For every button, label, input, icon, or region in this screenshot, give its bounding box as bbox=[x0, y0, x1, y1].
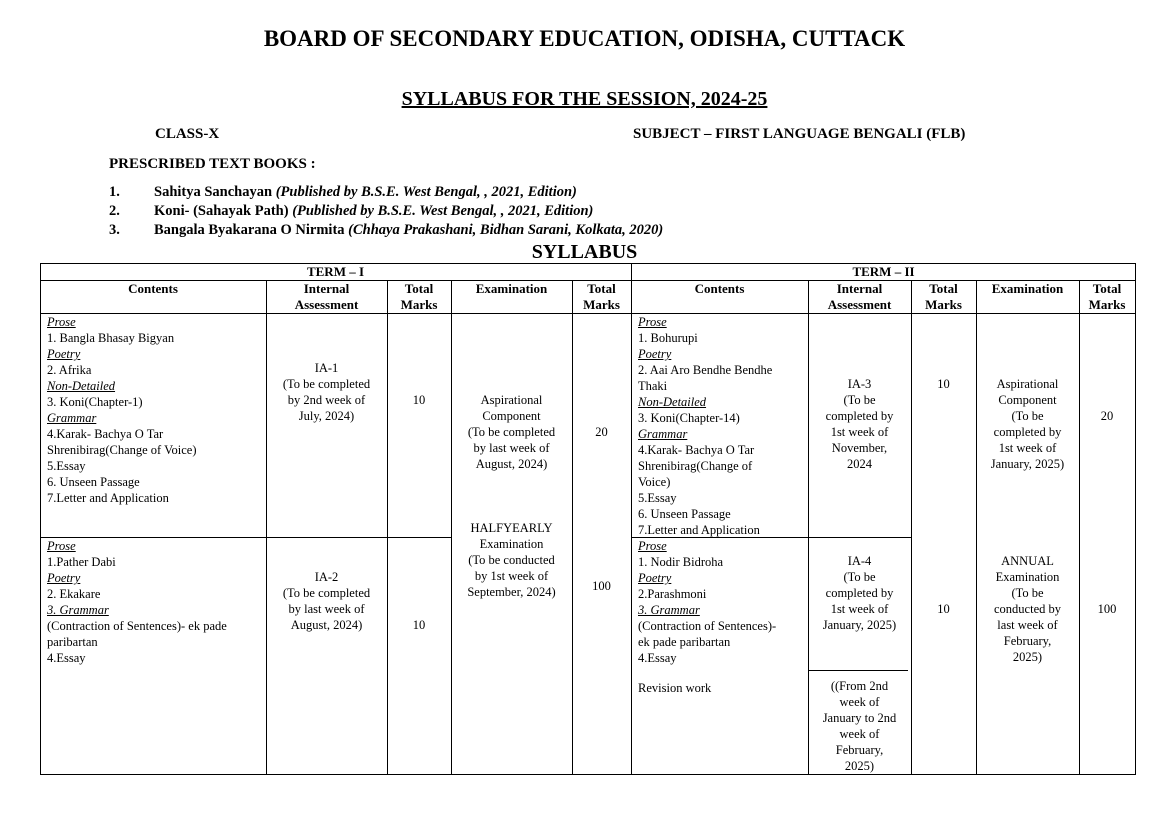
cell-line: last week of bbox=[997, 618, 1058, 632]
cell-line: 4.Karak- Bachya O Tar bbox=[638, 443, 755, 457]
t2-r2-contents bbox=[638, 538, 806, 666]
cell-line: (To be completed bbox=[282, 377, 371, 391]
cell-line: paribartan bbox=[47, 635, 98, 649]
cell-line: 4.Essay bbox=[638, 651, 677, 665]
t2-r1-ia bbox=[808, 376, 911, 472]
col-header-examination: Examination bbox=[475, 281, 548, 296]
cell-line: Aspirational bbox=[996, 377, 1059, 391]
cell-line: Non-Detailed bbox=[638, 395, 707, 409]
col-header-internal: Internal Assessment bbox=[294, 281, 359, 312]
cell-line: 1st week of bbox=[830, 425, 889, 439]
cell-line: 5.Essay bbox=[47, 459, 86, 473]
cell-line: Component bbox=[482, 409, 541, 423]
cell-line: week of bbox=[839, 727, 880, 741]
cell-line: 3. Koni(Chapter-1) bbox=[47, 395, 143, 409]
term2-header: TERM – II bbox=[852, 264, 915, 279]
cell-line: conducted by bbox=[994, 602, 1061, 616]
cell-line: IA-4 bbox=[847, 554, 872, 568]
cell-line: November, bbox=[831, 441, 888, 455]
book-item bbox=[109, 203, 593, 220]
col-header-contents: Contents bbox=[694, 281, 745, 296]
book-number: 3. bbox=[109, 222, 120, 238]
book-title: Sahitya Sanchayan bbox=[154, 184, 273, 200]
cell-line: 2025) bbox=[844, 759, 875, 773]
book-item bbox=[109, 184, 577, 201]
cell-line: August, 2024) bbox=[475, 457, 548, 471]
cell-line: 2. Aai Aro Bendhe Bendhe bbox=[638, 363, 773, 377]
cell-line: 3. Koni(Chapter-14) bbox=[638, 411, 740, 425]
cell-line: Non-Detailed bbox=[47, 379, 116, 393]
cell-line: August, 2024) bbox=[290, 618, 363, 632]
t1-halfyearly-exam bbox=[451, 520, 572, 600]
book-title: Koni- (Sahayak Path) bbox=[154, 203, 289, 219]
cell-line: Prose bbox=[47, 539, 76, 553]
t1-aspirational-exam bbox=[451, 392, 572, 472]
cell-line: completed by bbox=[825, 409, 894, 423]
t2-r1-marks: 10 bbox=[937, 377, 950, 391]
cell-line: Grammar bbox=[638, 427, 688, 441]
col-header-total-marks: Total Marks bbox=[583, 281, 620, 312]
cell-line: (To be bbox=[843, 570, 876, 584]
session-title: SYLLABUS FOR THE SESSION, 2024-25 bbox=[401, 88, 768, 110]
cell-line: Examination bbox=[995, 570, 1060, 584]
cell-line: IA-3 bbox=[847, 377, 872, 391]
cell-line: September, 2024) bbox=[467, 585, 556, 599]
cell-line: 1. Nodir Bidroha bbox=[638, 555, 724, 569]
t1-r2-marks: 10 bbox=[412, 618, 426, 632]
cell-line: by last week of bbox=[288, 602, 365, 616]
t2-r1-contents bbox=[638, 314, 806, 538]
book-item bbox=[109, 222, 663, 239]
cell-line: Poetry bbox=[47, 347, 81, 361]
t2-annual-exam bbox=[976, 553, 1079, 665]
cell-line: February, bbox=[1003, 634, 1052, 648]
book-title: Bangala Byakarana O Nirmita bbox=[154, 222, 345, 238]
cell-line: IA-1 bbox=[314, 361, 339, 375]
t2-r2-marks: 10 bbox=[937, 602, 950, 616]
cell-line: Shrenibirag(Change of bbox=[638, 459, 753, 473]
board-title: BOARD OF SECONDARY EDUCATION, ODISHA, CUTTACK bbox=[263, 26, 906, 51]
cell-line: July, 2024) bbox=[298, 409, 355, 423]
cell-line: 6. Unseen Passage bbox=[47, 475, 140, 489]
cell-line: Poetry bbox=[638, 571, 672, 585]
col-header-total-marks: Total Marks bbox=[1088, 281, 1126, 312]
t1-r1-contents bbox=[47, 314, 263, 506]
cell-line: Shrenibirag(Change of Voice) bbox=[47, 443, 197, 457]
cell-line: 1. Bohurupi bbox=[638, 331, 698, 345]
cell-line: Voice) bbox=[638, 475, 671, 489]
cell-line: 7.Letter and Application bbox=[638, 523, 760, 537]
cell-line: (Contraction of Sentences)- ek pade bbox=[47, 619, 227, 633]
t2-aspirational-exam bbox=[976, 376, 1079, 472]
cell-line: 2. Ekakare bbox=[47, 587, 101, 601]
class-label: CLASS-X bbox=[155, 126, 220, 142]
cell-line: Prose bbox=[47, 315, 76, 329]
cell-line: 3. Grammar bbox=[47, 603, 109, 617]
col-header-total-marks: Total Marks bbox=[400, 281, 438, 312]
book-publisher: (Chhaya Prakashani, Bidhan Sarani, Kolkata, 2020) bbox=[348, 222, 664, 238]
t1-r1-marks: 10 bbox=[412, 393, 426, 407]
cell-line: by 2nd week of bbox=[287, 393, 366, 407]
cell-line: Prose bbox=[638, 539, 667, 553]
cell-line: completed by bbox=[825, 586, 894, 600]
t2-annual-marks: 100 bbox=[1097, 602, 1117, 616]
cell-line: by 1st week of bbox=[474, 569, 549, 583]
book-publisher: (Published by B.S.E. West Bengal, , 2021, Edition) bbox=[275, 184, 577, 200]
cell-line: Component bbox=[998, 393, 1057, 407]
cell-line: Poetry bbox=[47, 571, 81, 585]
t1-r2-ia bbox=[266, 569, 387, 633]
col-header-examination: Examination bbox=[991, 281, 1064, 296]
cell-line: IA-2 bbox=[314, 570, 339, 584]
book-publisher: (Published by B.S.E. West Bengal, , 2021, Edition) bbox=[292, 203, 594, 219]
cell-line: Examination bbox=[479, 537, 544, 551]
t1-r1-ia bbox=[266, 360, 387, 424]
cell-line: 1. Bangla Bhasay Bigyan bbox=[47, 331, 175, 345]
cell-line: 2024 bbox=[847, 457, 872, 471]
cell-line: February, bbox=[835, 743, 884, 757]
cell-line: 1st week of bbox=[998, 441, 1057, 455]
cell-line: 1st week of bbox=[830, 602, 889, 616]
cell-line: 2. Afrika bbox=[47, 363, 92, 377]
cell-line: HALFYEARLY bbox=[470, 521, 553, 535]
t2-r2-ia bbox=[808, 553, 911, 633]
cell-line: 3. Grammar bbox=[638, 603, 700, 617]
cell-line: 1.Pather Dabi bbox=[47, 555, 116, 569]
col-header-total-marks: Total Marks bbox=[925, 281, 962, 312]
cell-line: (To be bbox=[1011, 586, 1044, 600]
cell-line: 4.Karak- Bachya O Tar bbox=[47, 427, 164, 441]
cell-line: Thaki bbox=[638, 379, 668, 393]
col-header-contents: Contents bbox=[128, 281, 178, 296]
cell-line: January to 2nd bbox=[822, 711, 897, 725]
syllabus-title: SYLLABUS bbox=[531, 241, 638, 263]
subject-label: SUBJECT – FIRST LANGUAGE BENGALI (FLB) bbox=[633, 126, 966, 142]
t2-aspirational-marks: 20 bbox=[1100, 409, 1114, 423]
cell-line: Poetry bbox=[638, 347, 672, 361]
prescribed-books-label: PRESCRIBED TEXT BOOKS : bbox=[109, 156, 316, 172]
cell-line: (Contraction of Sentences)- bbox=[638, 619, 777, 633]
col-header-internal: Internal Assessment bbox=[827, 281, 892, 312]
cell-line: ek pade paribartan bbox=[638, 635, 731, 649]
cell-line: 2.Parashmoni bbox=[638, 587, 707, 601]
t1-halfyearly-marks: 100 bbox=[592, 579, 611, 593]
cell-line: (To be bbox=[1011, 409, 1044, 423]
cell-line: by last week of bbox=[473, 441, 550, 455]
cell-line: week of bbox=[839, 695, 880, 709]
cell-line: 6. Unseen Passage bbox=[638, 507, 731, 521]
t2-revision-label: Revision work bbox=[638, 681, 712, 695]
cell-line: Prose bbox=[638, 315, 667, 329]
cell-line: 4.Essay bbox=[47, 651, 86, 665]
cell-line: Aspirational bbox=[480, 393, 543, 407]
t1-r2-contents bbox=[47, 538, 263, 666]
cell-line: 5.Essay bbox=[638, 491, 677, 505]
t1-aspirational-marks: 20 bbox=[595, 425, 608, 439]
cell-line: ANNUAL bbox=[1001, 554, 1054, 568]
cell-line: January, 2025) bbox=[822, 618, 897, 632]
cell-line: Grammar bbox=[47, 411, 97, 425]
t2-revision-period bbox=[808, 678, 911, 774]
cell-line: ((From 2nd bbox=[830, 679, 889, 693]
cell-line: (To be bbox=[843, 393, 876, 407]
cell-line: 7.Letter and Application bbox=[47, 491, 169, 505]
cell-line: (To be conducted bbox=[468, 553, 555, 567]
cell-line: completed by bbox=[993, 425, 1062, 439]
cell-line: (To be completed bbox=[282, 586, 371, 600]
book-number: 1. bbox=[109, 184, 120, 200]
cell-line: 2025) bbox=[1012, 650, 1043, 664]
cell-line: (To be completed bbox=[467, 425, 556, 439]
cell-line: January, 2025) bbox=[990, 457, 1065, 471]
term1-header: TERM – I bbox=[306, 264, 365, 279]
book-number: 2. bbox=[109, 203, 120, 219]
